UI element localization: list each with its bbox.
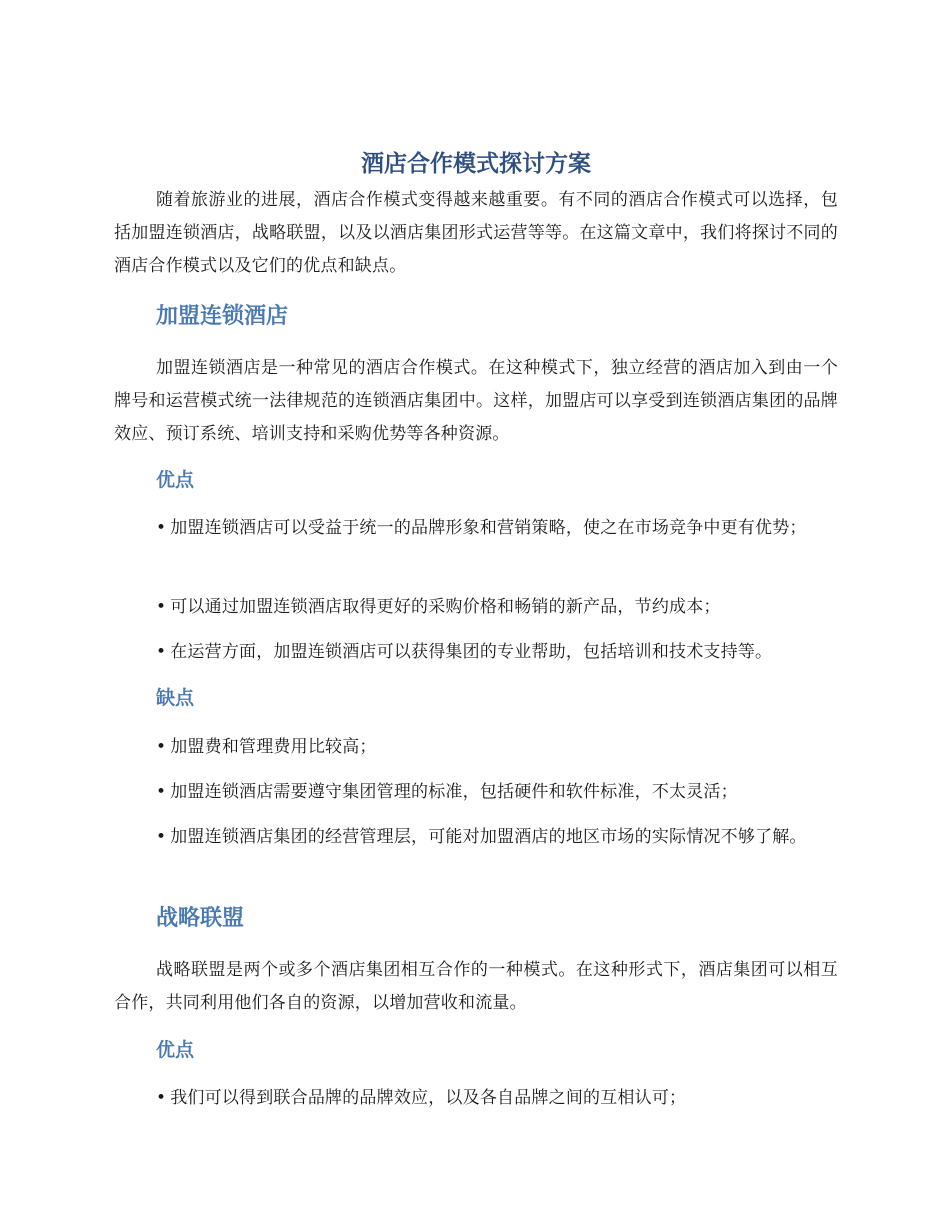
- list-item: • 我们可以得到联合品牌的品牌效应，以及各自品牌之间的互相认可；: [156, 1088, 687, 1108]
- bullet-icon: •: [156, 642, 167, 662]
- alliance-pros-heading: 优点: [156, 1039, 195, 1061]
- franchise-cons-heading: 缺点: [156, 687, 195, 709]
- list-item: • 加盟连锁酒店需要遵守集团管理的标准，包括硬件和软件标准，不太灵活；: [156, 782, 738, 802]
- bullet-icon: •: [156, 518, 167, 538]
- list-item: • 加盟连锁酒店集团的经营管理层，可能对加盟酒店的地区市场的实际情况不够了解。: [156, 827, 807, 847]
- franchise-paragraph: 加盟连锁酒店是一种常见的酒店合作模式。在这种模式下，独立经营的酒店加入到由一个牌号和运营模式统一法律规范的连锁酒店集团中。这样，加盟店可以享受到连锁酒店集团的品牌效应、预订系统、培训支持和采购优势等各种资源。: [114, 358, 838, 444]
- bullet-icon: •: [156, 737, 167, 757]
- page-title: 酒店合作模式探讨方案: [361, 151, 591, 177]
- list-item: • 在运营方面，加盟连锁酒店可以获得集团的专业帮助，包括培训和技术支持等。: [156, 642, 773, 662]
- franchise-pros-heading: 优点: [156, 469, 195, 491]
- bullet-icon: •: [156, 782, 167, 802]
- section-heading-franchise: 加盟连锁酒店: [156, 304, 289, 329]
- bullet-icon: •: [156, 597, 167, 617]
- list-item: • 加盟费和管理费用比较高；: [156, 737, 377, 757]
- bullet-icon: •: [156, 1088, 167, 1108]
- list-item: • 可以通过加盟连锁酒店取得更好的采购价格和畅销的新产品，节约成本；: [156, 597, 721, 617]
- alliance-paragraph: 战略联盟是两个或多个酒店集团相互合作的一种模式。在这种形式下，酒店集团可以相互合作，共同利用他们各自的资源，以增加营收和流量。: [114, 960, 838, 1013]
- list-item: • 加盟连锁酒店可以受益于统一的品牌形象和营销策略，使之在市场竞争中更有优势；: [156, 518, 807, 538]
- bullet-icon: •: [156, 827, 167, 847]
- intro-paragraph: 随着旅游业的进展，酒店合作模式变得越来越重要。有不同的酒店合作模式可以选择，包括加盟连锁酒店，战略联盟，以及以酒店集团形式运营等等。在这篇文章中，我们将探讨不同的酒店合作模式以及它们的优点和缺点。: [114, 190, 838, 276]
- section-heading-alliance: 战略联盟: [156, 906, 245, 931]
